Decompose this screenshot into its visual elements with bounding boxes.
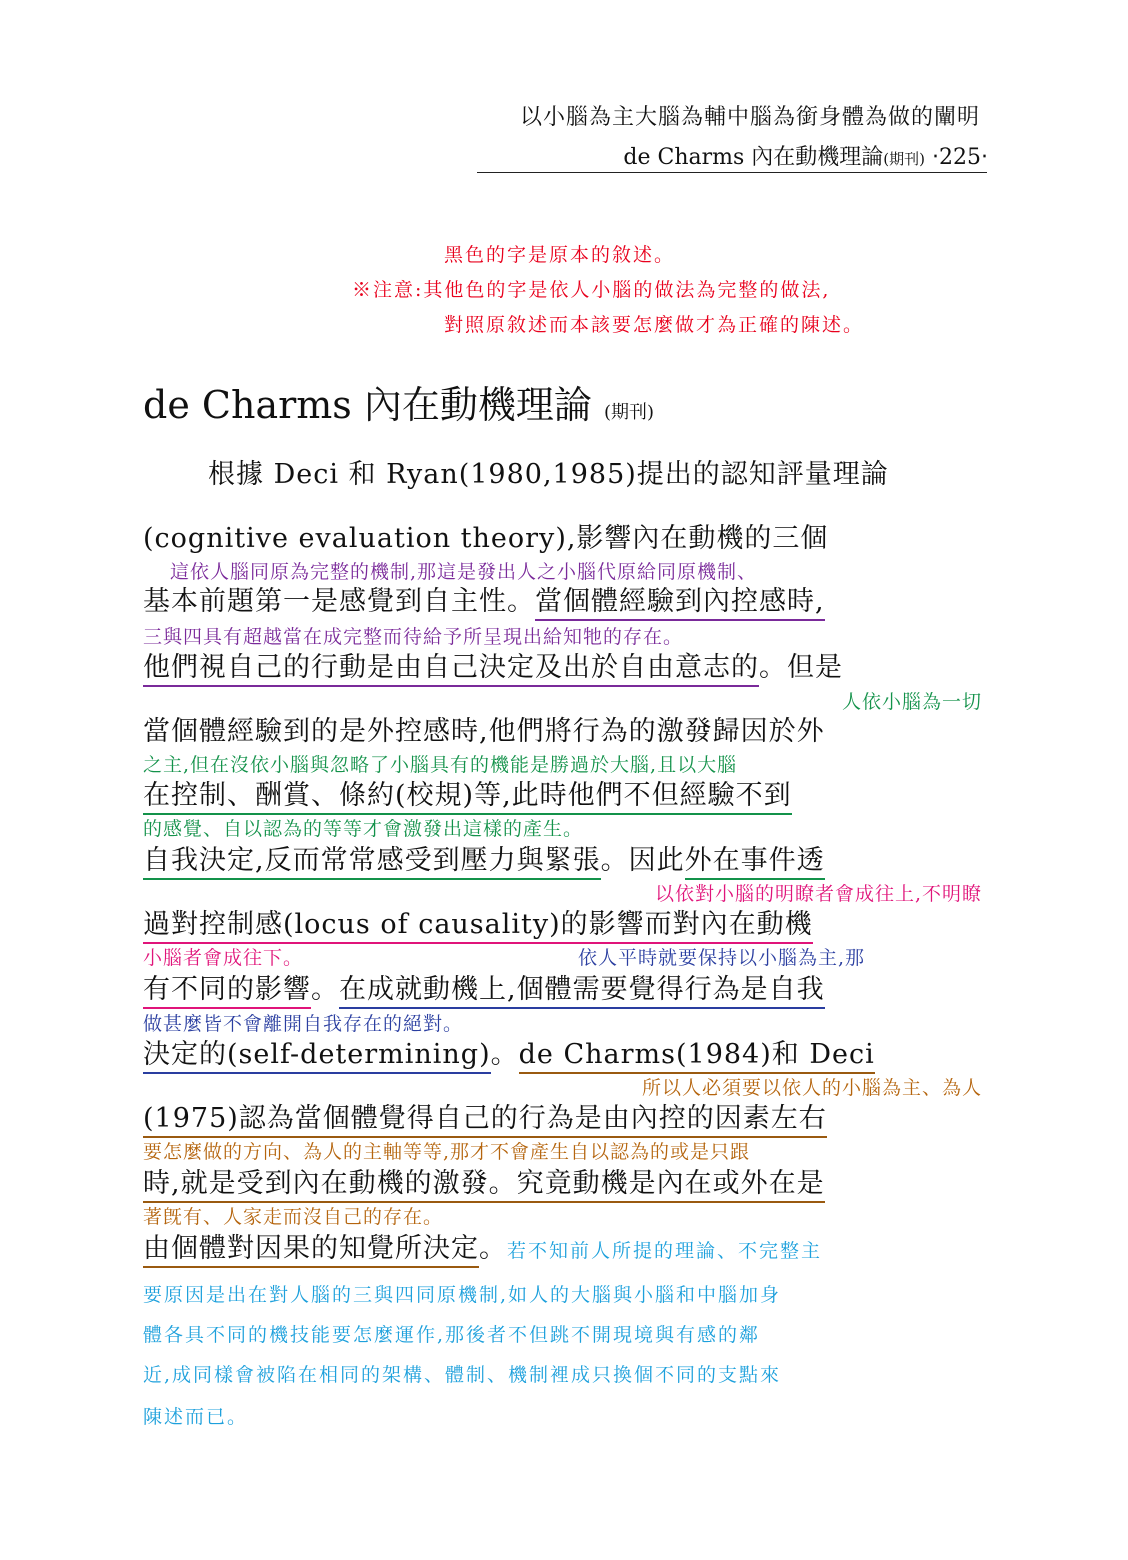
note-line-1: 黑色的字是原本的敘述。	[444, 244, 676, 266]
body-line-5: 當個體經驗到的是外控感時,他們將行為的激發歸因於外	[143, 716, 825, 747]
annotation-7b: 依人平時就要保持以小腦為主,那	[578, 947, 866, 969]
note-line-2: ※注意:其他色的字是依人小腦的做法為完整的做法,	[352, 279, 831, 301]
underlined-span-9a: 有不同的影響	[143, 967, 311, 1009]
body-line-6	[143, 773, 792, 815]
body-line-7b: 。因此	[600, 845, 685, 876]
body-line-7	[143, 838, 825, 880]
body-line-12	[143, 1161, 825, 1203]
commentary-line-1: 若不知前人所提的理論、不完整主	[507, 1240, 823, 1262]
body-line-1: 根據 Deci 和 Ryan(1980,1985)提出的認知評量理論	[208, 459, 889, 490]
header-subtitle-small: (期刊)	[883, 150, 926, 168]
underlined-span-7c: 外在事件透	[685, 838, 825, 880]
annotation-8: 做甚麼皆不會離開自我存在的絕對。	[143, 1013, 464, 1035]
body-line-8	[143, 902, 813, 944]
page-title-small: (期刊)	[603, 402, 655, 423]
underlined-span-10c: de Charms(1984)和 Deci	[519, 1032, 875, 1074]
body-line-3	[143, 579, 825, 621]
underlined-span-6: 在控制、酬賞、條約(校規)等,此時他們不但經驗不到	[143, 773, 792, 815]
body-line-4	[143, 645, 843, 687]
body-line-10	[143, 1032, 875, 1074]
body-line-2: (cognitive evaluation theory),影響內在動機的三個	[143, 523, 829, 554]
annotation-2: 三與四具有超越當在成完整而待給予所呈現出給知牠的存在。	[143, 626, 684, 648]
underlined-span-10: 決定的(self-determining)	[143, 1032, 491, 1074]
commentary-line-3: 體各具不同的機技能要怎麼運作,那後者不但跳不開現境與有感的鄰	[143, 1324, 761, 1346]
annotation-9: 所以人必須要以依人的小腦為主、為人	[641, 1077, 982, 1099]
body-line-13b: 。	[479, 1233, 507, 1264]
annotation-3: 人依小腦為一切	[841, 691, 982, 713]
body-line-11	[143, 1096, 827, 1138]
annotation-7a: 小腦者會成往下。	[143, 947, 304, 969]
underlined-span-12: 時,就是受到內在動機的激發。究竟動機是內在或外在是	[143, 1161, 825, 1203]
page-title	[143, 374, 654, 429]
note-line-3: 對照原敘述而本該要怎麼做才為正確的陳述。	[444, 314, 865, 336]
body-line-3a: 基本前題第一是感覺到自主性。	[143, 586, 535, 617]
underlined-span-3: 當個體經驗到內控感時,	[535, 579, 825, 621]
body-line-13	[143, 1226, 822, 1268]
body-line-9b: 。	[311, 974, 339, 1005]
page-title-main: de Charms 內在動機理論	[143, 383, 592, 427]
body-line-10b: 。	[490, 1039, 519, 1070]
commentary-line-4: 近,成同樣會被陷在相同的架構、體制、機制裡成只換個不同的支點來	[143, 1364, 782, 1386]
annotation-6: 以依對小腦的明瞭者會成往上,不明瞭	[654, 883, 982, 905]
annotation-4: 之主,但在沒依小腦與忽略了小腦具有的機能是勝過於大腦,且以大腦	[143, 754, 738, 776]
header-subtitle-main: de Charms 內在動機理論	[623, 145, 884, 170]
underlined-span-9c: 在成就動機上,個體需要覺得行為是自我	[339, 967, 825, 1009]
commentary-line-2: 要原因是出在對人腦的三與四同原機制,如人的大腦與小腦和中腦加身	[143, 1284, 782, 1306]
annotation-5: 的感覺、自以認為的等等才會激發出這樣的產生。	[143, 818, 584, 840]
annotation-10: 要怎麼做的方向、為人的主軸等等,那才不會產生自以認為的或是只跟	[143, 1141, 751, 1163]
header-subtitle	[623, 140, 988, 171]
annotation-11: 著旣有、人家走而沒自己的存在。	[143, 1206, 444, 1228]
body-line-4b: 。但是	[759, 652, 843, 683]
underlined-span-7a: 自我決定,反而常常感受到壓力與緊張	[143, 838, 601, 880]
header-title: 以小腦為主大腦為輔中腦為銜身體為做的闡明	[519, 105, 980, 130]
annotation-1: 這依人腦同原為完整的機制,那這是發出人之小腦代原給同原機制、	[170, 561, 758, 583]
header-rule	[477, 172, 987, 173]
commentary-line-5: 陳述而已。	[143, 1406, 249, 1428]
underlined-span-11: (1975)認為當個體覺得自己的行為是由內控的因素左右	[143, 1096, 827, 1138]
body-line-9	[143, 967, 825, 1009]
underlined-span-4: 他們視自己的行動是由自己決定及出於自由意志的	[143, 645, 759, 687]
underlined-span-8: 過對控制感(locus of causality)的影響而對內在動機	[143, 902, 813, 944]
page-number: ‧225‧	[932, 145, 988, 170]
underlined-span-13: 由個體對因果的知覺所決定	[143, 1226, 479, 1268]
